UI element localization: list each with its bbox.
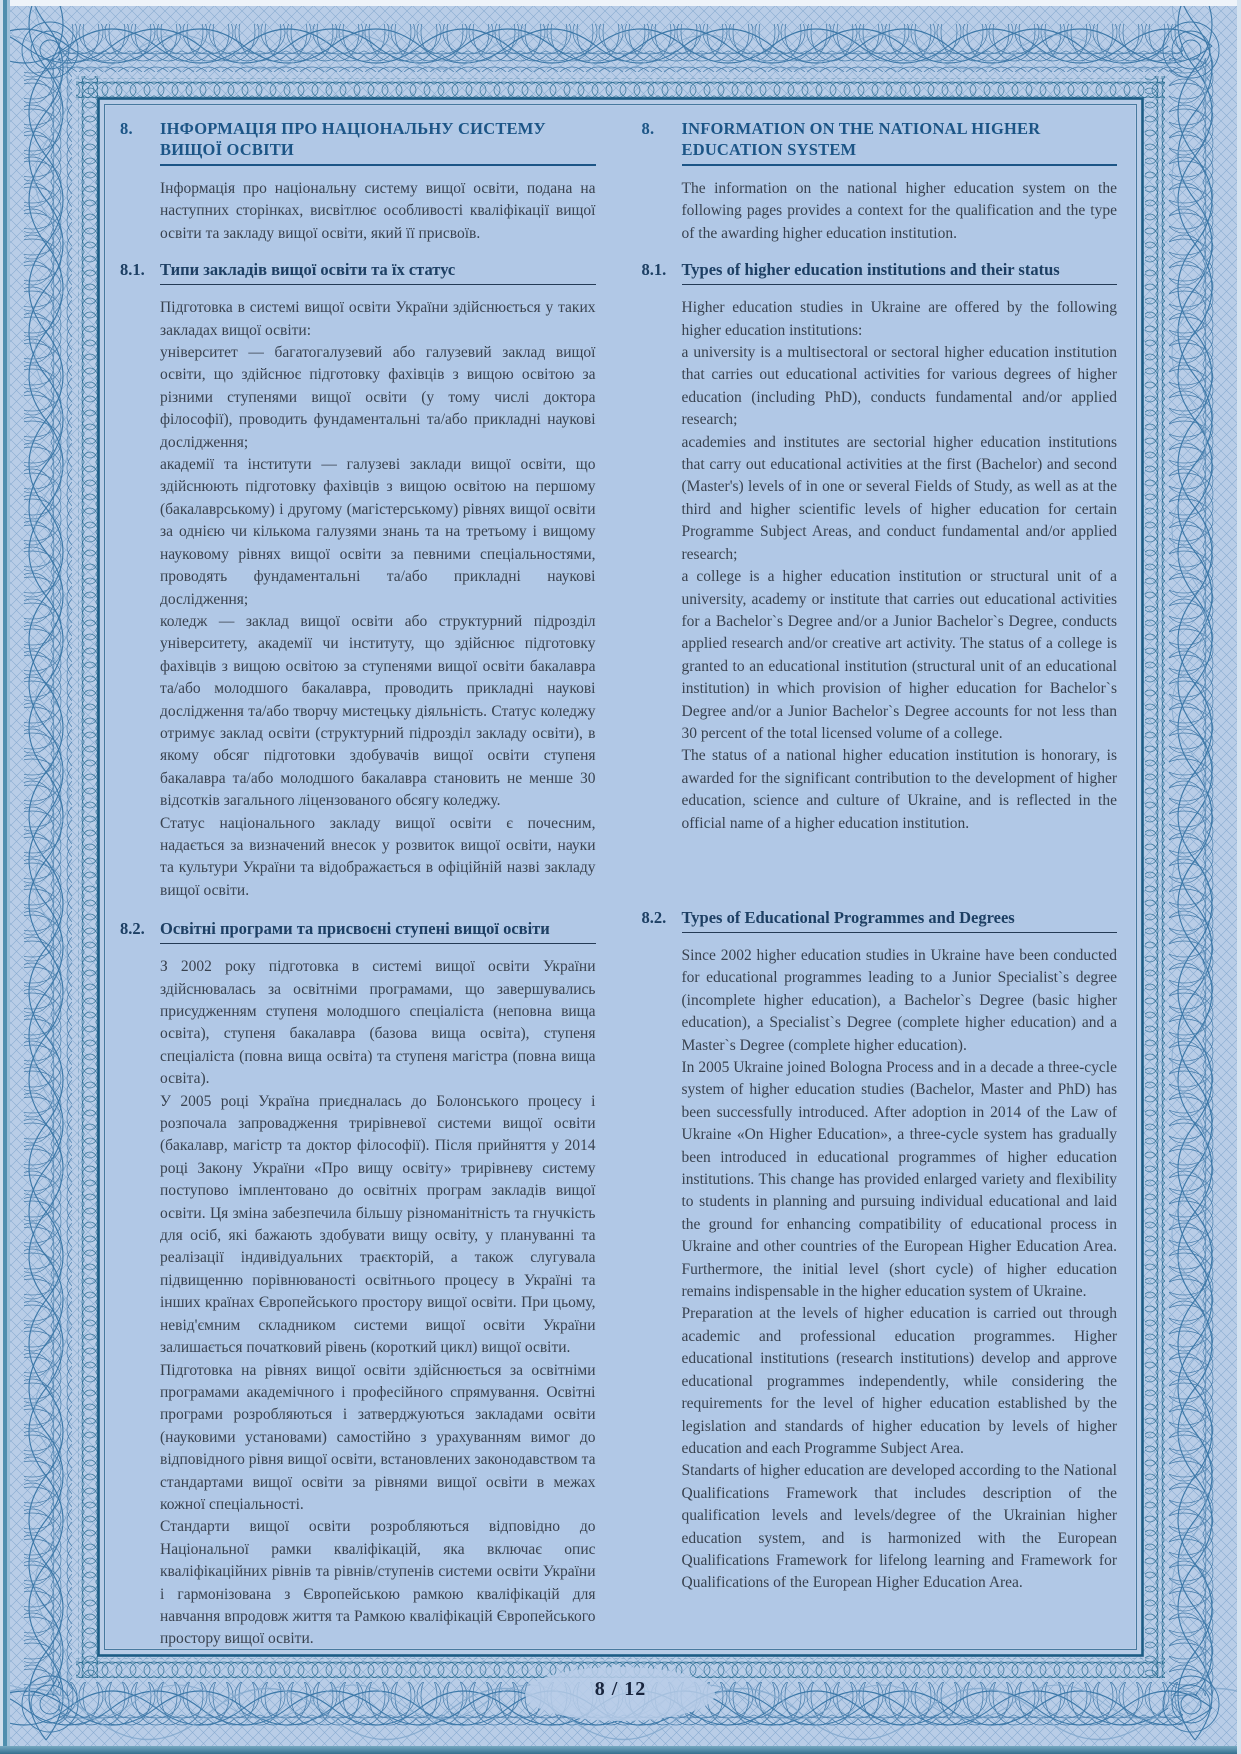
paragraph: In 2005 Ukraine joined Bologna Process and in a decade a three-cycle system of higher education studies (Bachelor, Master and PhD) has been successfully introduced. After adoption in 2014 of the Law of Ukraine «On Higher Education», a three-cycle system has gradually been introduced in educational programmes of higher education institutions. This change has provided enlarged variety and flexibility to students in planning and pursuing individual educational and laid the ground for enhancing compatibility of educational process in Ukraine and other countries of the European Higher Education Area. Furthermore, the initial level (short cycle) of higher education remains indispensable in the higher education system of Ukraine. bbox=[681, 1059, 1117, 1301]
section-heading bbox=[642, 907, 1118, 933]
section-heading bbox=[120, 918, 596, 944]
paragraph: академії та інститути — галузеві заклади вищої освіти, що здійснюють підготовку фахівців з вищою освітою на першому (бакалаврському) і другому (магістерському) рівнях вищої освіти за однією чи кількома галузями знань та на третьому і вищому науковому рівнях вищої освіти за певними спеціальностями, проводять фундаментальні та/або прикладні наукові дослідження; bbox=[160, 456, 596, 608]
section-title: Типи закладів вищої освіти та їх статус bbox=[160, 259, 596, 285]
scan-edge-left bbox=[0, 0, 10, 1754]
section-heading bbox=[120, 118, 596, 166]
paragraph: a university is a multisectoral or sectoral higher education institution that carries out educational activities for various degrees of higher education (including PhD), conducts fundamental and/or applied research; bbox=[681, 344, 1117, 429]
content-panel bbox=[106, 106, 1135, 1648]
section-number: 8.1. bbox=[120, 260, 145, 280]
section-number: 8.2. bbox=[641, 907, 667, 927]
section-title: Types of higher education institutions and their status bbox=[682, 259, 1118, 285]
section-heading bbox=[642, 259, 1118, 285]
section-title: ІНФОРМАЦІЯ ПРО НАЦІОНАЛЬНУ СИСТЕМУ ВИЩОЇ ОСВІТИ bbox=[160, 118, 596, 166]
paragraph: The status of a national higher education institution is honorary, is awarded for the significant contribution to the development of higher education, science and culture of Ukraine, and is reflected in the official name of a higher education institution. bbox=[681, 747, 1117, 832]
section-8-1-en bbox=[642, 259, 1118, 835]
section-body bbox=[682, 945, 1118, 1595]
column-english bbox=[642, 118, 1118, 1667]
paragraph: Standarts of higher education are developed according to the National Qualifications Framework that includes description of the qualification levels and levels/degree of the Ukrainian higher education system, and is harmonized with the European Qualifications Framework for lifelong learning and Framework for Qualifications of the European Higher Education Area. bbox=[681, 1462, 1117, 1592]
section-8-1-uk bbox=[120, 259, 596, 902]
section-title: INFORMATION ON THE NATIONAL HIGHER EDUCATION SYSTEM bbox=[682, 118, 1118, 166]
section-body bbox=[160, 178, 596, 245]
section-number: 8.2. bbox=[120, 919, 145, 939]
scan-edge-right bbox=[1237, 0, 1241, 1754]
paragraph: Інформація про національну систему вищої освіти, подана на наступних сторінках, висвітлює особливості кваліфікації вищої освіти та закладу вищої освіти, який її присвоїв. bbox=[160, 180, 596, 242]
section-body bbox=[682, 178, 1118, 245]
section-number: 8. bbox=[120, 119, 133, 138]
section-body bbox=[160, 297, 596, 902]
section-title: Освітні програми та присвоєні ступені вищої освіти bbox=[160, 918, 596, 944]
paragraph: academies and institutes are sectorial higher education institutions that carry out educational activities at the first (Bachelor) and second (Master's) levels of in one or several Fields of Study, as well as at the third and higher scientific levels of higher education for certain Programme Subject Areas, and conduct fundamental and/or applied research; bbox=[681, 433, 1117, 563]
paragraph: Підготовка в системі вищої освіти України здійснюється у таких закладах вищої освіти: bbox=[160, 299, 596, 339]
paragraph: коледж — заклад вищої освіти або структурний підрозділ університету, академії чи інституту, що здійснює підготовку фахівців з вищою освітою за ступенями вищої освіти бакалавра та/або молодшого бакалавра, проводить прикладні наукові дослідження та/або творчу мистецьку діяльність. Статус коледжу отримує заклад освіти (структурний підрозділ закладу освіти), в якому обсяг підготовки здобувачів вищої освіти ступеня бакалавра та/або молодшого бакалавра становить не менше 30 відсотків загального ліцензованого обсягу коледжу. bbox=[160, 612, 596, 810]
column-ukrainian bbox=[120, 118, 596, 1667]
paragraph: The information on the national higher education system on the following pages provides a context for the qualification and the type of the awarding higher education institution. bbox=[681, 180, 1117, 242]
section-8-2-en bbox=[642, 907, 1118, 1595]
paragraph: Since 2002 higher education studies in Ukraine have been conducted for educational programmes leading to a Junior Specialist`s degree (incomplete higher education), a Bachelor`s Degree (basic higher education), a Specialist`s Degree (complete higher education) and a Master`s Degree (complete higher education). bbox=[681, 946, 1117, 1054]
scan-edge-bottom bbox=[0, 1746, 1241, 1754]
paragraph: Higher education studies in Ukraine are offered by the following higher education institutions: bbox=[681, 299, 1117, 339]
section-8-2-uk bbox=[120, 918, 596, 1651]
section-8-uk bbox=[120, 118, 596, 245]
page-number: 8 / 12 bbox=[594, 1678, 647, 1700]
paragraph: З 2002 року підготовка в системі вищої освіти України здійснювалась за освітніми програмами, що завершувались присудженням ступеня молодшого спеціаліста (неповна вища освіта), ступеня бакалавра (базова вища освіта), ступеня спеціаліста (повна вища освіта) та ступеня магістра (повна вища освіта). bbox=[160, 958, 596, 1088]
section-heading bbox=[120, 259, 596, 285]
paragraph: Preparation at the levels of higher education is carried out through academic and professional education programmes. Higher educational institutions (research institutions) develop and approve educational programmes independently, while considering the requirements for the level of higher education established by the legislation and standards of higher education by levels of higher education and each Programme Subject Area. bbox=[681, 1305, 1117, 1457]
paragraph: У 2005 році Україна приєдналась до Болонського процесу і розпочала запровадження трирівневої системи вищої освіти (бакалавр, магістр та доктор філософії). Після прийняття у 2014 році Закону України «Про вищу освіту» трирівневу систему поступово імплентовано до освітніх програм закладів вищої освіти. Ця зміна забезпечила більшу різноманітність та гнучкість для осіб, які бажають здобувати вищу освіту, у плануванні та реалізації індивідуальних траєкторій, а також слугувала підвищенню порівнюваності освітнього процесу в Україні та інших країнах Європейського простору вищої освіти. При цьому, невід'ємним складником системи вищої освіти України залишається початковий рівень (короткий цикл) вищої освіти. bbox=[160, 1092, 596, 1357]
section-title: Types of Educational Programmes and Degrees bbox=[682, 907, 1118, 933]
paragraph: Підготовка на рівнях вищої освіти здійснюється за освітніми програмами академічного і професійного спрямування. Освітні програми розробляються і затверджуються закладами освіти (науковими установами) самостійно з урахуванням вимог до відповідного рівня вищої освіти, встановлених законодавством та стандартами вищої освіти за рівнями вищої освіти в межах кожної спеціальності. bbox=[160, 1361, 596, 1513]
section-body bbox=[682, 297, 1118, 835]
section-heading bbox=[642, 118, 1118, 166]
paragraph: a college is a higher education institution or structural unit of a university, academy or institute that carries out educational activities for a Bachelor`s Degree and/or a Junior Bachelor`s Degree, conducts applied research and/or creative art activity. The status of a college is granted to an educational institution (structural unit of an educational institution) in which provision of higher education for Bachelor`s Degree and/or a Junior Bachelor`s Degree accounts for not less than 30 percent of the total licensed volume of a college. bbox=[681, 568, 1117, 742]
section-body bbox=[160, 956, 596, 1651]
section-number: 8.1. bbox=[641, 260, 667, 280]
section-8-en bbox=[642, 118, 1118, 245]
paragraph: Стандарти вищої освіти розробляються відповідно до Національної рамки кваліфікацій, яка включає опис кваліфікаційних рівнів та рівнів/ступенів системи освіти України і гармонізована з Європейською рамкою кваліфікацій для навчання впродовж життя та Рамкою кваліфікацій Європейського простору вищої освіти. bbox=[160, 1518, 596, 1648]
scan-edge-top bbox=[0, 0, 1241, 6]
paragraph: Статус національного закладу вищої освіти є почесним, надається за визначений внесок у розвиток вищої освіти, науки та культури України та відображається в офіційній назві закладу вищої освіти. bbox=[160, 814, 596, 899]
section-number: 8. bbox=[641, 119, 655, 138]
paragraph: університет — багатогалузевий або галузевий заклад вищої освіти, що здійснює підготовку фахівців з вищою освітою за різними ступенями вищої освіти (у тому числі доктора філософії), проводить фундаментальні та/або прикладні наукові дослідження; bbox=[160, 344, 596, 451]
